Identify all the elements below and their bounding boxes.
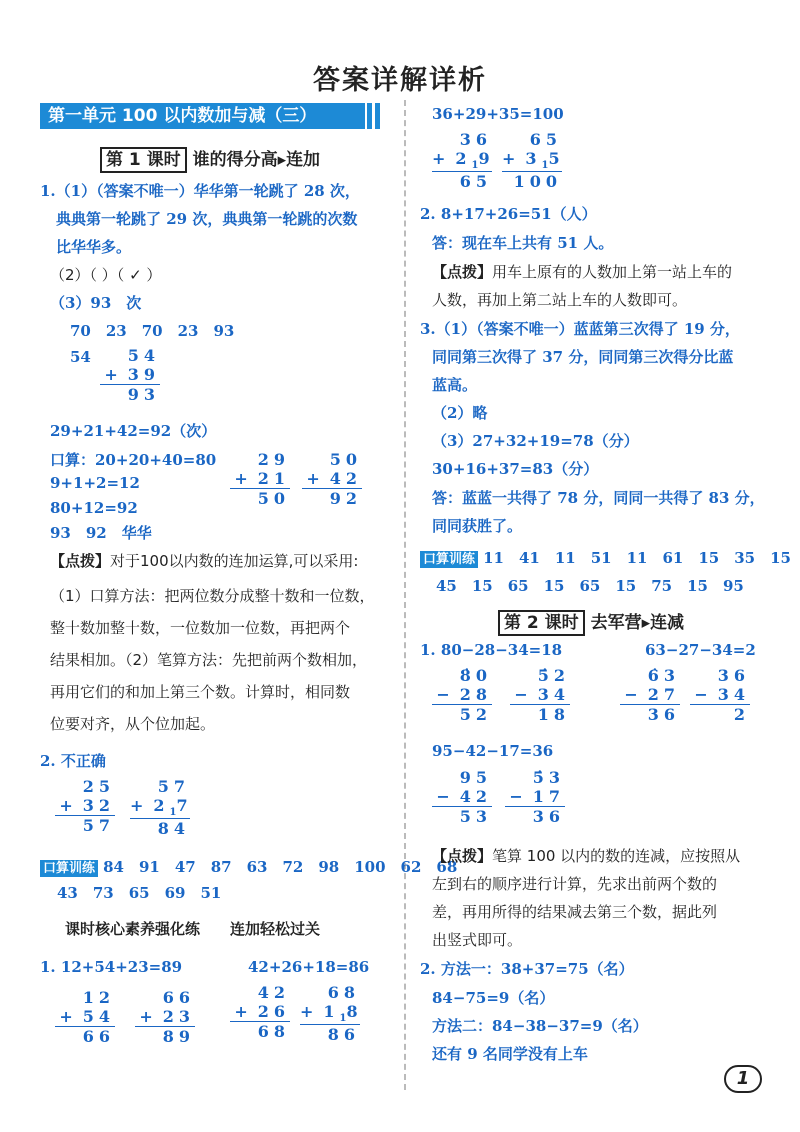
r-q3-line-c: 蓝高。 [432, 376, 478, 394]
mental-calc-2: 9+1+2=12 [50, 474, 140, 492]
vertical-calc-65-35: 65 $+3_15$ 100 [502, 130, 565, 192]
r-q3-line-b: 同同第三次得了 37 分，同同第三次得分比蓝 [432, 348, 734, 366]
r-q3-line-a: 3.（1）（答案不唯一）蓝蓝第三次得了 19 分， [420, 320, 740, 338]
tip-2-line-1 [432, 845, 740, 866]
page-number: 1 [724, 1065, 762, 1093]
r-tip-label: 【点拨】 [432, 263, 493, 281]
method-answer: 还有 9 名同学没有上车 [432, 1045, 588, 1063]
tip-1-line-1 [50, 550, 358, 571]
tip-1-line-4: 结果相加。（2）笔算方法：先把前两个数相加， [50, 651, 368, 669]
eq-29-21-42: 29+21+42=92（次） [50, 422, 217, 440]
mental-training-line-2: 43 73 65 69 51 [57, 884, 222, 902]
vertical-calc-54-39: 54 +39 93 [100, 346, 160, 404]
r-q2-tip-2: 人数，再加上第二站上车的人数即可。 [432, 291, 688, 309]
lesson-2-name: 去军营 [590, 613, 642, 633]
tip-1-text-1: 对于100以内数的连加运算,可以采用: [110, 552, 359, 570]
method-2: 方法二：84−38−37=9（名） [432, 1017, 648, 1035]
q1-3: （3）93 次 [50, 294, 142, 312]
mental-training-right-line-1: 11 41 11 51 11 61 15 35 15 [483, 549, 791, 567]
play-triangle-icon: ▶ [277, 153, 287, 167]
mental-training-right-line-2: 45 15 65 15 65 15 75 15 95 [436, 577, 744, 595]
vertical-calc-57-27: 57 $+2_17$ 84 [130, 777, 193, 839]
column-divider [404, 100, 406, 1090]
mental-calc-3: 80+12=92 [50, 499, 138, 517]
r-q2-eq: 2. 8+17+26=51（人） [420, 205, 597, 223]
tip-1-line-2: （1）口算方法：把两位数分成整十数和一位数， [50, 587, 375, 605]
vertical-calc-42-26: 42 +26 68 [230, 983, 290, 1041]
lesson-1-heading [100, 145, 320, 173]
vertical-calc-29-21: 29 +21 50 [230, 450, 290, 508]
q1-2: （2）（ ）（ ✓ ） [50, 266, 162, 284]
r-q3-3: （3）27+32+19=78（分） [432, 432, 639, 450]
mental-training-right [420, 547, 791, 568]
tip-2-line-4: 出竖式即可。 [432, 931, 523, 949]
r-q3-6: 同同获胜了。 [432, 517, 523, 535]
unit-banner: 第一单元 100 以内数加与减（三） [40, 103, 365, 129]
r-q3-4: 30+16+37=83（分） [432, 460, 599, 478]
q1-number-54: 54 [70, 348, 91, 366]
vertical-calc-80-28: 8̇0 −28 52 [432, 666, 492, 724]
r-q2-tip-1-text: 用车上原有的人数加上第一站上车的 [492, 263, 733, 281]
q1-number-row: 70 23 70 23 93 [70, 322, 235, 340]
r-q2-answer: 答：现在车上共有 51 人。 [432, 234, 614, 252]
sub-eq-1: 1. 80−28−34=18 [420, 641, 563, 659]
q1-answer-row: 93 92 华华 [50, 524, 152, 542]
mental-training-tag-right: 口算训练 [420, 551, 478, 568]
vertical-calc-52-34: 5̇2 −34 18 [510, 666, 570, 724]
page-title: 答案详解详析 [313, 65, 487, 96]
vertical-calc-25-32: 25 +32 57 [55, 777, 115, 835]
core-eq-2: 42+26+18=86 [248, 958, 370, 976]
vertical-calc-63-27: 6̇3 −27 36 [620, 666, 680, 724]
play-triangle-icon: ▶ [641, 616, 651, 630]
r-q3-5: 答：蓝蓝一共得了 78 分，同同一共得了 83 分， [432, 489, 765, 507]
mental-calc-1: 口算：20+20+40=80 [50, 451, 217, 469]
core-eq-1: 1. 12+54+23=89 [40, 958, 183, 976]
vertical-calc-53-17: 5̇3 −17 36 [505, 768, 565, 826]
core-practice-title: 课时核心素养强化练 连加轻松过关 [65, 920, 321, 938]
banner-decoration [367, 103, 383, 129]
tip-2-label: 【点拨】 [432, 847, 493, 865]
q2-answer: 2. 不正确 [40, 752, 106, 770]
mental-training-left [40, 856, 457, 877]
tip-2-line-2: 左到右的顺序进行计算，先求出前两个数的 [432, 875, 718, 893]
lesson-1-name: 谁的得分高 [192, 150, 278, 170]
vertical-calc-36-29: 36 $+2_19$ 65 [432, 130, 495, 192]
q1-1-line-a: 1.（1）（答案不唯一）华华第一轮跳了 28 次， [40, 182, 360, 200]
vertical-calc-50-42: 50 +42 92 [302, 450, 362, 508]
r-q2-tip-1 [432, 261, 732, 282]
tip-2-text-1: 笔算 100 以内的数的连减，应按照从 [492, 847, 741, 865]
tip-2-line-3: 差，再用所得的结果减去第三个数，据此列 [432, 903, 718, 921]
sub-eq-2: 63−27−34=2 [645, 641, 756, 659]
sub-eq-3: 95−42−17=36 [432, 742, 554, 760]
lesson-1-number: 第 1 课时 [100, 147, 187, 173]
tip-1-line-3: 整十数加整十数，一位数加一位数，再把两个 [50, 619, 351, 637]
vertical-calc-68-18: 68 $+1_18$ 86 [300, 983, 363, 1045]
q1-1-line-c: 比华华多。 [56, 238, 132, 256]
mental-training-line-1: 84 91 47 87 63 72 98 100 62 68 [103, 858, 458, 876]
lesson-2-heading [498, 608, 684, 636]
method-1-b: 84−75=9（名） [432, 989, 555, 1007]
vertical-calc-95-42: 95 −42 53 [432, 768, 492, 826]
r-q3-2: （2）略 [432, 404, 488, 422]
eq-36-29-35: 36+29+35=100 [432, 105, 564, 123]
q1-1-line-b: 典典第一轮跳了 29 次，典典第一轮跳的次数 [56, 210, 358, 228]
mental-training-tag: 口算训练 [40, 860, 98, 877]
tip-label: 【点拨】 [50, 552, 111, 570]
lesson-2-number: 第 2 课时 [498, 610, 585, 636]
lesson-2-tag: 连减 [650, 613, 685, 633]
lesson-1-tag: 连加 [286, 150, 321, 170]
vertical-calc-66-23: 66 +23 89 [135, 988, 195, 1046]
method-1: 2. 方法一：38+37=75（名） [420, 960, 634, 978]
vertical-calc-12-54: 12 +54 66 [55, 988, 115, 1046]
tip-1-line-6: 位要对齐，从个位加起。 [50, 715, 216, 733]
vertical-calc-36-34: 36 −34 2 [690, 666, 750, 724]
tip-1-line-5: 再用它们的和加上第三个数。计算时，相同数 [50, 683, 351, 701]
